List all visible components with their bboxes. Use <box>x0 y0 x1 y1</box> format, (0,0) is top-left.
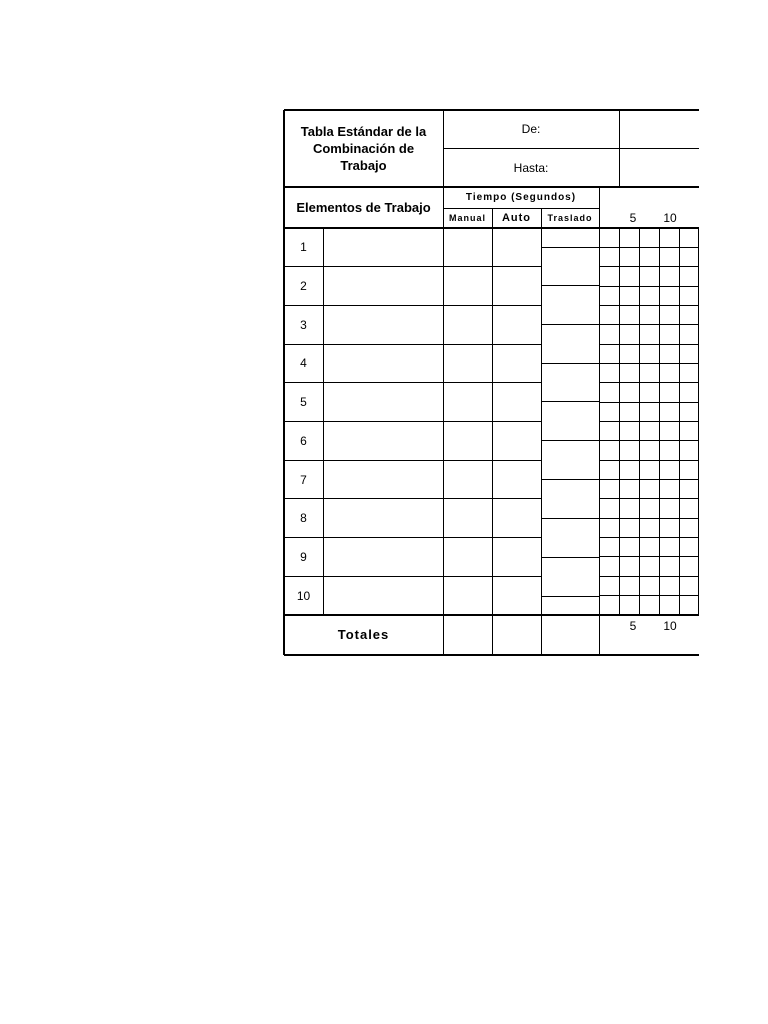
totals-label: Totales <box>337 627 390 642</box>
scale-bottom-tick: 10 <box>663 619 677 633</box>
grid-line <box>599 595 699 596</box>
element-description-field[interactable] <box>323 305 443 344</box>
grid-line <box>599 382 699 383</box>
manual-header: Manual <box>448 213 486 223</box>
row-number: 10 <box>296 588 311 603</box>
row-number: 8 <box>300 511 307 526</box>
grid-line <box>599 344 699 345</box>
element-description-field[interactable] <box>323 499 443 538</box>
form-title: Tabla Estándar de la Combinación de Trabajo <box>300 124 427 173</box>
hasta-label: Hasta: <box>513 160 549 175</box>
grid-line <box>599 498 699 499</box>
grid-line <box>599 518 699 519</box>
row-number: 4 <box>300 356 307 371</box>
grid-line <box>599 440 699 441</box>
row-number: 9 <box>300 549 307 564</box>
grid-line <box>541 208 542 655</box>
grid-line <box>541 479 599 480</box>
row-number: 7 <box>300 472 307 487</box>
grid-line <box>541 596 599 597</box>
de-label: De: <box>521 122 541 136</box>
element-description-field[interactable] <box>323 538 443 577</box>
element-description-field[interactable] <box>323 422 443 461</box>
grid-line <box>541 285 599 286</box>
element-description-field[interactable] <box>323 344 443 383</box>
grid-line <box>541 557 599 558</box>
grid-line <box>599 266 699 267</box>
grid-line <box>599 286 699 287</box>
grid-line <box>541 518 599 519</box>
grid-line <box>599 556 699 557</box>
total-auto-field[interactable] <box>492 615 541 655</box>
grid-line <box>619 228 620 615</box>
scale-top-tick: 5 <box>629 211 637 225</box>
grid-line <box>599 305 699 306</box>
grid-line <box>541 363 599 364</box>
elements-header: Elementos de Trabajo <box>296 199 431 215</box>
total-traslado-field[interactable] <box>541 615 599 655</box>
element-description-field[interactable] <box>323 267 443 306</box>
scale-bottom-tick: 5 <box>629 619 637 633</box>
traslado-header: Traslado <box>547 213 593 223</box>
grid-line <box>541 324 599 325</box>
hasta-value-field[interactable] <box>619 148 699 187</box>
total-manual-field[interactable] <box>443 615 492 655</box>
grid-line <box>599 479 699 480</box>
element-description-field[interactable] <box>323 576 443 615</box>
grid-line <box>659 228 660 615</box>
grid-line <box>541 440 599 441</box>
grid-line <box>599 576 699 577</box>
grid-line <box>599 537 699 538</box>
grid-line <box>541 401 599 402</box>
grid-line <box>541 247 599 248</box>
grid-line <box>599 402 699 403</box>
grid-line <box>599 247 699 248</box>
grid-line <box>599 421 699 422</box>
element-description-field[interactable] <box>323 460 443 499</box>
grid-line <box>679 228 680 615</box>
element-description-field[interactable] <box>323 383 443 422</box>
grid-line <box>599 363 699 364</box>
tiempo-header: Tiempo (Segundos) <box>465 191 577 203</box>
grid-line <box>698 228 699 615</box>
scale-top-tick: 10 <box>663 211 677 225</box>
row-number: 3 <box>300 317 307 332</box>
grid-line <box>599 324 699 325</box>
grid-line <box>599 460 699 461</box>
grid-line <box>639 228 640 615</box>
row-number: 5 <box>300 395 307 410</box>
grid-line <box>492 208 493 655</box>
row-number: 1 <box>300 240 307 255</box>
row-number: 2 <box>300 279 307 294</box>
auto-header: Auto <box>501 212 532 224</box>
element-description-field[interactable] <box>323 228 443 267</box>
row-number: 6 <box>300 433 307 448</box>
de-value-field[interactable] <box>619 110 699 148</box>
